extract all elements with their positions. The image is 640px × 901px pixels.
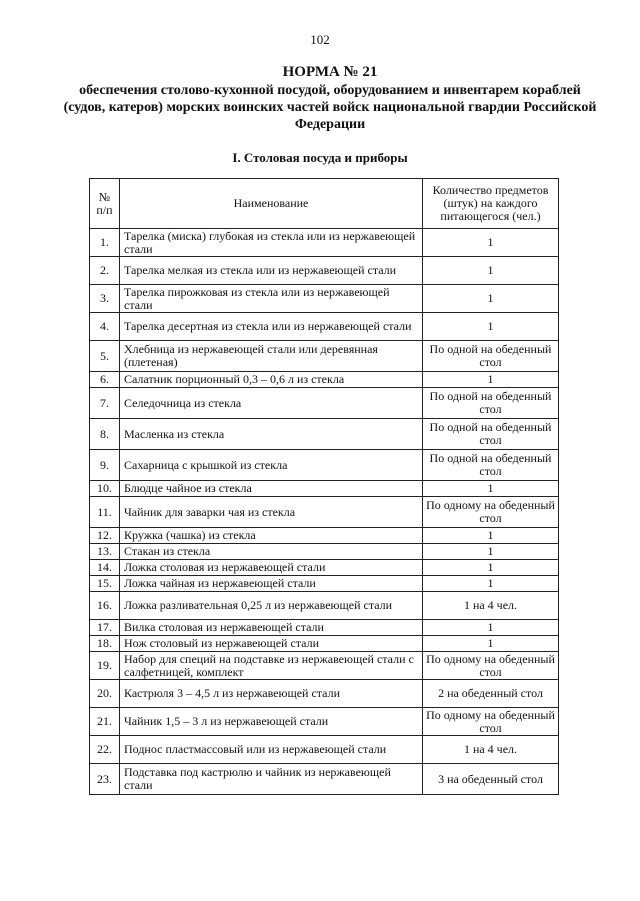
cell-qty: 1	[423, 313, 559, 341]
header-qty: Количество предметов (штук) на каждого питающегося (чел.)	[423, 179, 559, 229]
cell-qty: 1	[423, 544, 559, 560]
table-row	[90, 388, 559, 419]
cell-qty: 1	[423, 257, 559, 285]
cell-name: Чайник для заварки чая из стекла	[120, 497, 423, 528]
cell-name: Ложка чайная из нержавеющей стали	[120, 576, 423, 592]
table-row	[90, 497, 559, 528]
cell-name: Сахарница с крышкой из стекла	[120, 450, 423, 481]
cell-name: Подставка под кастрюлю и чайник из нержавеющей стали	[120, 764, 423, 795]
cell-name: Ложка разливательная 0,25 л из нержавеющей стали	[120, 592, 423, 620]
table-row	[90, 708, 559, 736]
cell-name: Тарелка мелкая из стекла или из нержавеющей стали	[120, 257, 423, 285]
cell-num: 16.	[90, 592, 120, 620]
cell-num: 10.	[90, 481, 120, 497]
table-row	[90, 450, 559, 481]
cell-qty: По одной на обеденный стол	[423, 419, 559, 450]
table-row	[90, 680, 559, 708]
cell-name: Ложка столовая из нержавеющей стали	[120, 560, 423, 576]
cell-num: 20.	[90, 680, 120, 708]
cell-qty: По одному на обеденный стол	[423, 497, 559, 528]
norm-table	[89, 178, 559, 795]
cell-name: Тарелка (миска) глубокая из стекла или из нержавеющей стали	[120, 229, 423, 257]
table-row	[90, 285, 559, 313]
cell-name: Кастрюля 3 – 4,5 л из нержавеющей стали	[120, 680, 423, 708]
section-title: I. Столовая посуда и приборы	[232, 150, 408, 165]
cell-name: Блюдце чайное из стекла	[120, 481, 423, 497]
cell-num: 8.	[90, 419, 120, 450]
cell-num: 7.	[90, 388, 120, 419]
cell-name: Набор для специй на подставке из нержавеющей стали с салфетницей, комплект	[120, 652, 423, 680]
cell-num: 18.	[90, 636, 120, 652]
table-row	[90, 544, 559, 560]
cell-name: Поднос пластмассовый или из нержавеющей стали	[120, 736, 423, 764]
cell-qty: По одной на обеденный стол	[423, 450, 559, 481]
cell-qty: 3 на обеденный стол	[423, 764, 559, 795]
table-row	[90, 620, 559, 636]
cell-num: 1.	[90, 229, 120, 257]
cell-num: 6.	[90, 372, 120, 388]
table-row	[90, 592, 559, 620]
table-row	[90, 341, 559, 372]
table-row	[90, 652, 559, 680]
cell-num: 17.	[90, 620, 120, 636]
cell-name: Салатник порционный 0,3 – 0,6 л из стекла	[120, 372, 423, 388]
cell-num: 13.	[90, 544, 120, 560]
cell-qty: По одной на обеденный стол	[423, 341, 559, 372]
cell-num: 22.	[90, 736, 120, 764]
cell-qty: 1	[423, 481, 559, 497]
cell-num: 5.	[90, 341, 120, 372]
cell-name: Чайник 1,5 – 3 л из нержавеющей стали	[120, 708, 423, 736]
norm-subtitle: обеспечения столово-кухонной посудой, оборудованием и инвентарем кораблей (судов, катеров) морских воинских частей войск национальной гвардии Российской Федерации	[63, 83, 597, 132]
cell-qty: 1	[423, 229, 559, 257]
table-row	[90, 528, 559, 544]
cell-name: Вилка столовая из нержавеющей стали	[120, 620, 423, 636]
cell-num: 12.	[90, 528, 120, 544]
table-row	[90, 636, 559, 652]
cell-qty: 1 на 4 чел.	[423, 736, 559, 764]
cell-num: 2.	[90, 257, 120, 285]
table-row	[90, 481, 559, 497]
cell-name: Нож столовый из нержавеющей стали	[120, 636, 423, 652]
cell-num: 19.	[90, 652, 120, 680]
cell-name: Тарелка пирожковая из стекла или из нержавеющей стали	[120, 285, 423, 313]
table-row	[90, 736, 559, 764]
cell-qty: 1	[423, 528, 559, 544]
cell-name: Хлебница из нержавеющей стали или деревянная (плетеная)	[120, 341, 423, 372]
cell-qty: 1 на 4 чел.	[423, 592, 559, 620]
table-row	[90, 764, 559, 795]
table-row	[90, 372, 559, 388]
cell-name: Тарелка десертная из стекла или из нержавеющей стали	[120, 313, 423, 341]
table-row	[90, 257, 559, 285]
document-heading	[60, 64, 600, 133]
cell-qty: По одному на обеденный стол	[423, 708, 559, 736]
cell-qty: 1	[423, 636, 559, 652]
table-header-row	[90, 179, 559, 229]
cell-qty: 1	[423, 560, 559, 576]
cell-qty: По одному на обеденный стол	[423, 652, 559, 680]
table-row	[90, 313, 559, 341]
cell-num: 21.	[90, 708, 120, 736]
cell-qty: 1	[423, 372, 559, 388]
cell-qty: По одной на обеденный стол	[423, 388, 559, 419]
cell-name: Стакан из стекла	[120, 544, 423, 560]
cell-num: 23.	[90, 764, 120, 795]
cell-qty: 1	[423, 576, 559, 592]
table-row	[90, 576, 559, 592]
header-num: № п/п	[90, 179, 120, 229]
cell-qty: 2 на обеденный стол	[423, 680, 559, 708]
norm-title: НОРМА № 21	[282, 64, 378, 80]
cell-qty: 1	[423, 285, 559, 313]
cell-name: Кружка (чашка) из стекла	[120, 528, 423, 544]
cell-num: 14.	[90, 560, 120, 576]
cell-num: 3.	[90, 285, 120, 313]
cell-num: 9.	[90, 450, 120, 481]
table-row	[90, 419, 559, 450]
header-name: Наименование	[120, 179, 423, 229]
cell-name: Масленка из стекла	[120, 419, 423, 450]
table-row	[90, 560, 559, 576]
table-row	[90, 229, 559, 257]
cell-num: 15.	[90, 576, 120, 592]
page-number: 102	[310, 32, 330, 47]
cell-qty: 1	[423, 620, 559, 636]
cell-num: 11.	[90, 497, 120, 528]
cell-num: 4.	[90, 313, 120, 341]
cell-name: Селедочница из стекла	[120, 388, 423, 419]
